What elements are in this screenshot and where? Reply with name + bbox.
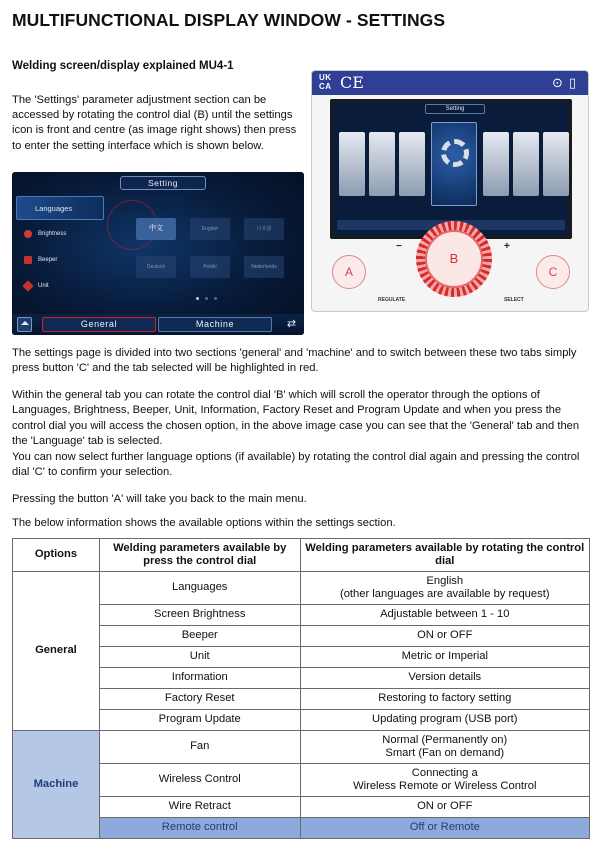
body-paragraph: Pressing the button 'A' will take you back to the main menu. <box>12 493 307 505</box>
table-row <box>13 797 590 818</box>
rotate-cell: Updating program (USB port) <box>300 710 589 731</box>
rotate-cell: Metric or Imperial <box>300 647 589 668</box>
mode-card <box>399 132 425 196</box>
gear-icon <box>441 139 469 167</box>
lcd-title: Setting <box>425 104 485 114</box>
press-cell: Program Update <box>99 710 300 731</box>
manual-icon: ⊙▯ <box>551 75 582 90</box>
sun-icon <box>24 230 32 238</box>
section-subtitle: Welding screen/display explained MU4-1 <box>12 60 234 72</box>
swap-icon: ⇄ <box>286 318 297 330</box>
press-cell: Remote control <box>99 818 300 839</box>
body-paragraph: You can now select further language options (if available) by rotating the control dial again and pressing the control dial 'C' to confirm your selection. <box>12 451 580 479</box>
screen-sidebar <box>16 196 104 300</box>
table-row <box>13 818 590 839</box>
tab-general: General <box>42 317 156 332</box>
control-dial-label: B <box>425 230 483 288</box>
language-option: 中文 <box>136 218 176 240</box>
control-dial-b <box>416 221 492 297</box>
mode-carousel <box>333 120 569 212</box>
mode-card <box>483 132 509 196</box>
page-title: MULTIFUNCTIONAL DISPLAY WINDOW - SETTINGS <box>12 10 446 30</box>
button-c: C <box>536 255 570 289</box>
ruler-icon <box>22 280 33 291</box>
page-dot <box>205 297 208 300</box>
table-row <box>13 572 590 605</box>
table-row <box>13 731 590 764</box>
page-dot <box>196 297 199 300</box>
tab-machine: Machine <box>158 317 272 332</box>
language-option: Polski <box>190 256 230 278</box>
sidebar-item-languages: Languages <box>16 196 104 220</box>
table-header-row <box>13 539 590 572</box>
rotate-cell: English (other languages are available by request) <box>300 572 589 605</box>
mode-card <box>339 132 365 196</box>
body-paragraph: The below information shows the available options within the settings section. <box>12 517 396 529</box>
press-cell: Unit <box>99 647 300 668</box>
minus-sign: − <box>396 241 402 252</box>
press-cell: Languages <box>99 572 300 605</box>
header-press: Welding parameters available by press the control dial <box>99 539 300 572</box>
header-rotate: Welding parameters available by rotating the control dial <box>300 539 589 572</box>
panel-lcd <box>330 99 572 239</box>
rotate-cell: Connecting a Wireless Remote or Wireless Control <box>300 764 589 797</box>
table-row <box>13 710 590 731</box>
ukca-mark: UK CA <box>319 73 332 91</box>
header-options: Options <box>13 539 100 572</box>
rotate-cell: ON or OFF <box>300 797 589 818</box>
press-cell: Factory Reset <box>99 689 300 710</box>
mode-card <box>369 132 395 196</box>
plus-sign: + <box>504 241 510 252</box>
button-a: A <box>332 255 366 289</box>
intro-paragraph: The 'Settings' parameter adjustment section can be accessed by rotating the control dial (B) until the settings icon is front and centre (as image right shows) then press to enter the setting interface which is shown below. <box>12 94 297 152</box>
language-option: Nederlands <box>244 256 284 278</box>
select-label: SELECT <box>504 297 524 303</box>
rotate-cell: Off or Remote <box>300 818 589 839</box>
settings-options-table <box>12 538 590 839</box>
body-paragraph: Within the general tab you can rotate the control dial 'B' which will scroll the operator through the options of Languages, Brightness, Beeper, Unit, Information, Factory Reset and Program Update and when you press the control dial you will access the chosen option, in the above image case you can see that the 'General' tab and then the 'Language' tab is selected. <box>12 389 580 448</box>
page-dot <box>214 297 217 300</box>
panel-topbar <box>312 71 589 95</box>
settings-card <box>431 122 477 206</box>
press-cell: Information <box>99 668 300 689</box>
mode-card <box>513 132 539 196</box>
machine-panel-image <box>311 70 589 312</box>
regulate-label: REGULATE <box>378 297 406 303</box>
language-option: Deutsch <box>136 256 176 278</box>
home-icon <box>17 317 32 332</box>
table-row <box>13 689 590 710</box>
speaker-icon <box>24 256 32 264</box>
screen-title: Setting <box>120 176 206 190</box>
rotate-cell: Adjustable between 1 - 10 <box>300 605 589 626</box>
language-option: 日本語 <box>244 218 284 240</box>
rotate-cell: Version details <box>300 668 589 689</box>
table-row <box>13 668 590 689</box>
mode-card <box>543 132 569 196</box>
group-general: General <box>13 572 100 731</box>
body-paragraph: The settings page is divided into two sections 'general' and 'machine' and to switch between these two tabs simply press button 'C' and the tab selected will be highlighted in red. <box>12 347 577 375</box>
group-machine: Machine <box>13 731 100 839</box>
table-row <box>13 605 590 626</box>
rotate-cell: Normal (Permanently on) Smart (Fan on demand) <box>300 731 589 764</box>
settings-screen-image <box>12 172 304 335</box>
sidebar-item-unit: Unit <box>16 274 104 298</box>
press-cell: Wire Retract <box>99 797 300 818</box>
press-cell: Screen Brightness <box>99 605 300 626</box>
table-row <box>13 647 590 668</box>
screen-bottom-bar <box>12 314 304 335</box>
page-indicator <box>196 297 217 300</box>
table-row <box>13 764 590 797</box>
rotate-cell: Restoring to factory setting <box>300 689 589 710</box>
table-row <box>13 626 590 647</box>
sidebar-item-beeper: Beeper <box>16 248 104 272</box>
language-option: English <box>190 218 230 240</box>
sidebar-item-brightness: Brightness <box>16 222 104 246</box>
press-cell: Wireless Control <box>99 764 300 797</box>
press-cell: Beeper <box>99 626 300 647</box>
control-zone <box>312 241 589 312</box>
press-cell: Fan <box>99 731 300 764</box>
rotate-cell: ON or OFF <box>300 626 589 647</box>
ce-mark: CE <box>340 73 364 92</box>
